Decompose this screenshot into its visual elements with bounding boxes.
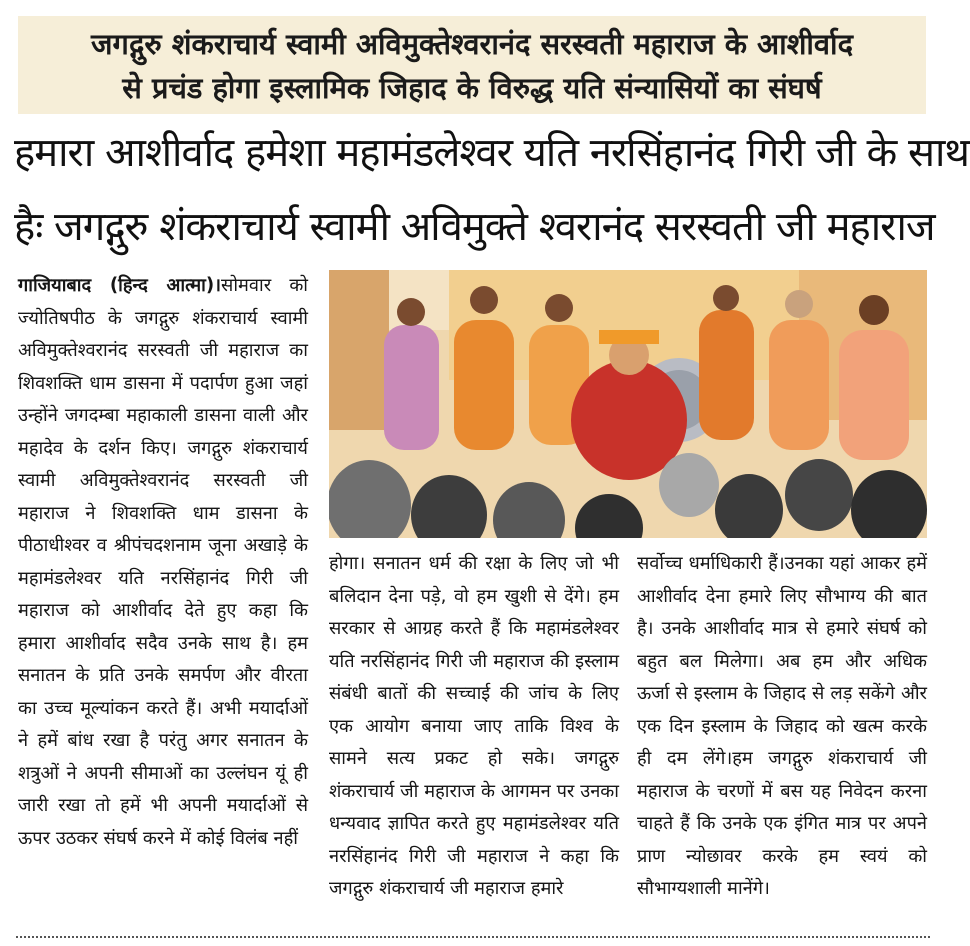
article-column-1-text: सोमवार को ज्योतिषपीठ के जगद्गुरु शंकराचार्य स्वामी अविमुक्तेश्वरानंद सरस्वती जी महाराज का शिवशक्ति धाम डासना में पदार्पण हुआ जहां उन्होंने जगदम्बा महाकाली डासना वाली और महादेव के दर्शन किए। जगद्गुरु शंकराचार्य स्वामी अविमुक्तेश्वरानंद सरस्वती जी महाराज ने शिवशक्ति धाम डासना के पीठाधीश्वर व श्रीपंचदशनाम जूना अखाड़े के महामंडलेश्वर यति नरसिंहानंद गिरी जी महाराज को आशीर्वाद देते हुए कहा कि हमारा आशीर्वाद सदैव उनके साथ है। हम सनातन के प्रति उनके समर्पण और वीरता का उच्च मूल्यांकन करते हैं। अभी मयार्दाओं ने हमें बांध रखा है परंतु अगर सनातन के शत्रुओं ने अपनी सीमाओं का उल्लंघन यूं ही जारी रखा तो हमें भी अपनी मयार्दाओं से ऊपर उठकर संघर्ष करने में कोई विलंब नहीं xyxy=(18,275,309,849)
headline-line-1: हमारा आशीर्वाद हमेशा महामंडलेश्वर यति नरसिंहानंद गिरी जी के साथ xyxy=(14,130,969,176)
bottom-dotted-rule xyxy=(16,936,930,938)
kicker-banner xyxy=(18,16,926,114)
article-column-2: होगा। सनातन धर्म की रक्षा के लिए जो भी बलिदान देना पड़े, वो हम खुशी से देंगे। हम सरकार से आग्रह करते हैं कि महामंडलेश्वर यति नरसिंहानंद गिरी जी महाराज की इस्लाम संबंधी बातों की सच्चाई की जांच के लिए एक आयोग बनाया जाए ताकि विश्व के सामने सत्य प्रकट हो सके। जगद्गुरु शंकराचार्य जी महाराज के आगमन पर उनका धन्यवाद ज्ञापित करते हुए महामंडलेश्वर यति नरसिंहानंद गिरी जी महाराज ने कहा कि जगद्गुरु शंकराचार्य जी महाराज हमारे xyxy=(329,553,619,899)
kicker-line-1: जगद्गुरु शंकराचार्य स्वामी अविमुक्तेश्वरानंद सरस्वती महाराज के आशीर्वाद xyxy=(91,27,853,61)
article-column-1 xyxy=(18,270,308,855)
article-column-3: सर्वोच्च धर्माधिकारी हैं।उनका यहां आकर हमें आशीर्वाद देना हमारे लिए सौभाग्य की बात है। उनके आशीर्वाद मात्र से हमारे संघर्ष को बहुत बल मिलेगा। अब हम और अधिक ऊर्जा से इस्लाम के जिहाद से लड़ सकेंगे और एक दिन इस्लाम के जिहाद को खत्म करके ही दम लेंगे।हम जगद्गुरु शंकराचार्य जी महाराज के चरणों में बस यह निवेदन करना चाहते हैं कि उनके एक इंगित मात्र पर अपने प्राण न्योछावर करके हम स्वयं को सौभाग्यशाली मानेंगे। xyxy=(637,553,927,899)
kicker-line-2: से प्रचंड होगा इस्लामिक जिहाद के विरुद्ध यति संन्यासियों का संघर्ष xyxy=(122,71,822,105)
headline-line-2: हैः जगद्गुरु शंकराचार्य स्वामी अविमुक्ते श्वरानंद सरस्वती जी महाराज xyxy=(14,204,935,250)
news-photo-illustration xyxy=(329,270,927,538)
dateline: गाजियाबाद (हिन्द आत्मा)। xyxy=(18,275,222,296)
main-headline xyxy=(14,116,969,264)
news-photo xyxy=(329,270,927,538)
